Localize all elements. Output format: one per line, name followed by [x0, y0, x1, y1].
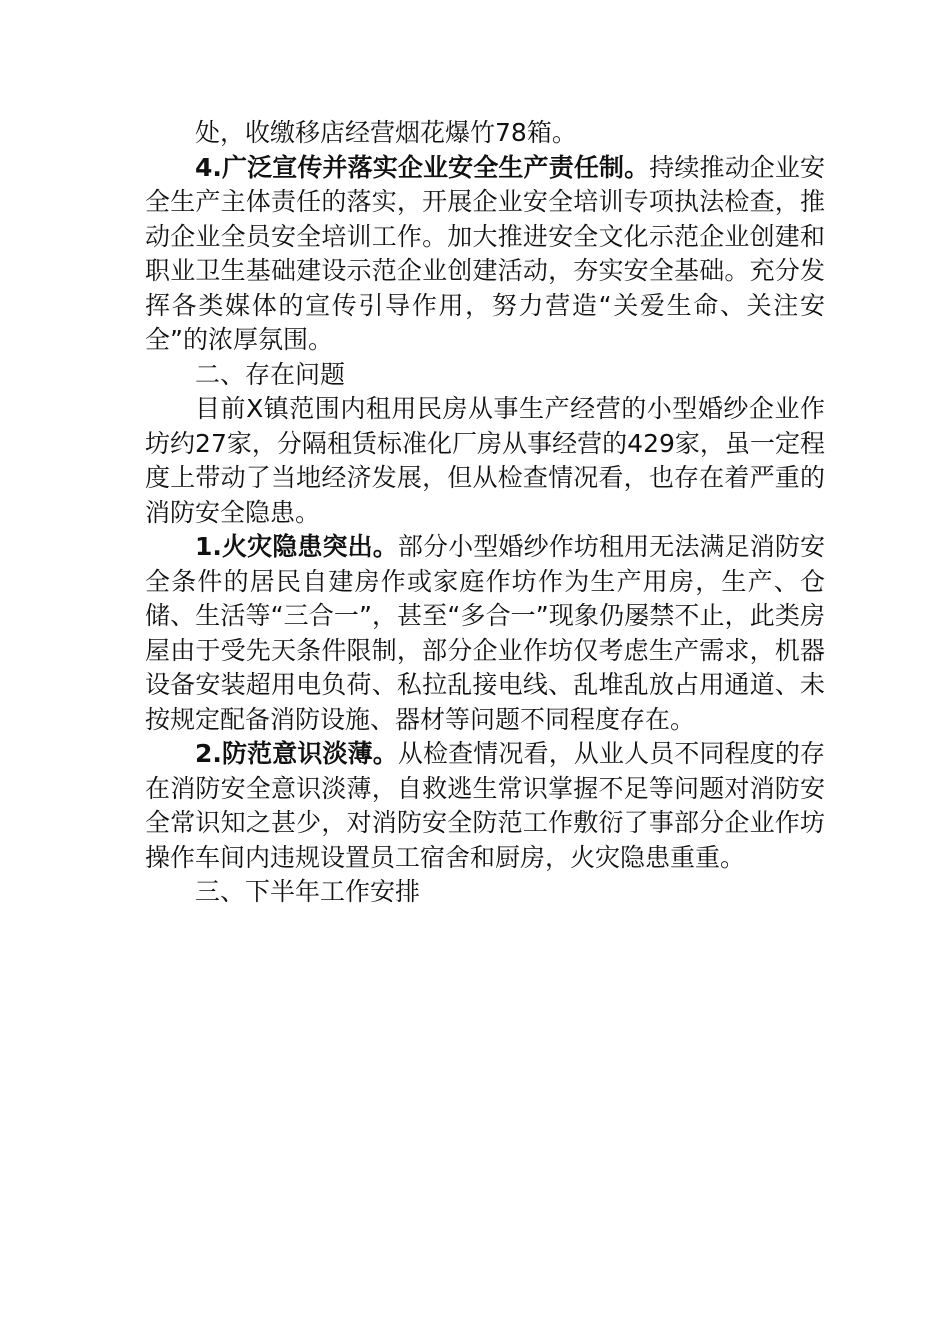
paragraph-text: 从检查情况看，从业人员不同程度的存在消防安全意识淡薄，自救逃生常识掌握不足等问题对消防安全常识知之甚少，对消防安全防范工作敷衍了事部分企业作坊操作车间内违规设置员工宿舍和厨房，火灾隐患重重。 — [145, 739, 825, 872]
paragraph-text: 处，收缴移店经营烟花爆竹78箱。 — [195, 118, 577, 147]
paragraph-text: 目前X镇范围内租用民房从事生产经营的小型婚纱企业作坊约27家，分隔租赁标准化厂房从事经营的429家，虽一定程度上带动了当地经济发展，但从检查情况看，也存在着严重的消防安全隐患。 — [145, 394, 825, 527]
paragraph-publicity — [145, 151, 825, 358]
paragraph-lead: 1.火灾隐患突出。 — [195, 532, 398, 561]
paragraph-text: 持续推动企业安全生产主体责任的落实，开展企业安全培训专项执法检查，推动企业全员安全培训工作。加大推进安全文化示范企业创建和职业卫生基础建设示范企业创建活动，夯实安全基础。充分发挥各类媒体的宣传引导作用，努力营造“关爱生命、关注安全”的浓厚氛围。 — [145, 152, 825, 354]
paragraph-fire-hazard — [145, 530, 825, 737]
paragraph-awareness — [145, 737, 825, 875]
paragraph-text: 二、存在问题 — [195, 359, 346, 389]
paragraph-text: 部分小型婚纱作坊租用无法满足消防安全条件的居民自建房作或家庭作坊作为生产用房，生产、仓储、生活等“三合一”，甚至“多合一”现象仍屡禁不止，此类房屋由于受先天条件限制，部分企业作坊仅考虑生产需求，机器设备安装超用电负荷、私拉乱接电线、乱堆乱放占用通道、未按规定配备消防设施、器材等问题不同程度存在。 — [145, 532, 825, 734]
section-heading-problems — [145, 358, 825, 393]
section-heading-plan — [145, 875, 825, 910]
paragraph-text: 三、下半年工作安排 — [195, 877, 421, 906]
paragraph-lead: 2.防范意识淡薄。 — [195, 739, 398, 768]
paragraph-overview — [145, 392, 825, 530]
paragraph-lead: 4.广泛宣传并落实企业安全生产责任制。 — [195, 152, 650, 182]
paragraph-continuation — [145, 116, 825, 151]
document-body — [145, 116, 825, 910]
